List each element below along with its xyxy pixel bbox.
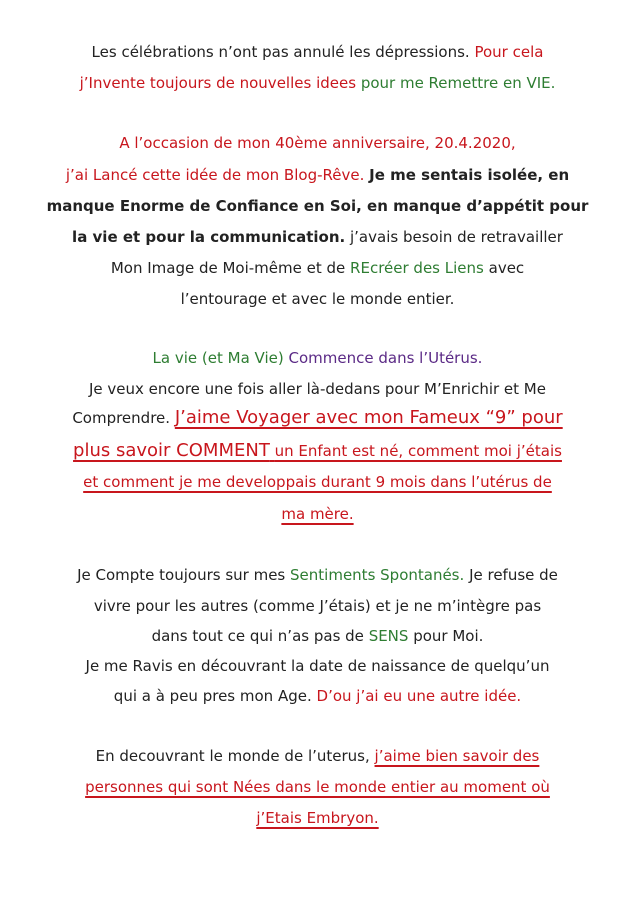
text-span: REcréer des Liens [350, 259, 484, 277]
text-span: pour me Remettre en VIE. [360, 74, 556, 92]
text-span: pour Moi. [413, 627, 484, 645]
text-line [0, 626, 635, 646]
text-span: En decouvrant le monde de l’uterus, [95, 747, 370, 765]
text-line: A l’occasion de mon 40ème anniversaire, 20.4.2020, [119, 134, 516, 152]
text-span: plus savoir COMMENT [73, 440, 270, 461]
text-span: la vie et pour la communication. [72, 228, 346, 246]
text-span: Commence dans l’Utérus. [288, 349, 483, 367]
text-line: l’entourage et avec le monde entier. [180, 290, 455, 308]
text-span: j’avais besoin de retravailler [350, 228, 563, 246]
text-line: personnes qui sont Nées dans le monde entier au moment où [85, 778, 550, 796]
text-span: D’ou j’ai eu une autre idée. [316, 687, 522, 705]
text-span: avec [488, 259, 525, 277]
text-span: J’aime Voyager avec mon Fameux “9” pour [174, 407, 563, 428]
text-line: j’Etais Embryon. [256, 809, 379, 827]
text-span: SENS [368, 627, 409, 645]
text-line [0, 227, 635, 247]
text-line [0, 686, 635, 706]
text-span: Mon Image de Moi-même et de [110, 259, 346, 277]
text-line [0, 258, 635, 278]
text-line: manque Enorme de Confiance en Soi, en manque d’appétit pour [46, 197, 589, 215]
text-line [0, 746, 635, 766]
text-span: j’ai Lancé cette idée de mon Blog-Rêve. [65, 166, 365, 184]
text-span: Je me sentais isolée, en [369, 166, 570, 184]
text-line: Je veux encore une fois aller là-dedans pour M’Enrichir et Me [89, 380, 546, 398]
text-span: Je refuse de [469, 566, 558, 584]
text-span: Sentiments Spontanés. [290, 566, 465, 584]
text-span: Pour cela [474, 43, 544, 61]
text-line [0, 565, 635, 585]
text-span: dans tout ce qui n’as pas de [151, 627, 364, 645]
text-line [0, 42, 635, 62]
text-line: et comment je me developpais durant 9 mois dans l’utérus de [83, 473, 552, 491]
text-line: Je me Ravis en découvrant la date de naissance de quelqu’un [85, 657, 550, 675]
text-line [0, 348, 635, 368]
text-span: Comprendre. [72, 409, 171, 427]
text-line [0, 73, 635, 93]
text-span: Je Compte toujours sur mes [77, 566, 286, 584]
text-line: vivre pour les autres (comme J’étais) et je ne m’intègre pas [93, 597, 542, 615]
text-span: qui a à peu pres mon Age. [113, 687, 312, 705]
text-line: ma mère. [281, 505, 354, 523]
text-line [0, 165, 635, 185]
text-span: La vie (et Ma Vie) [152, 349, 284, 367]
text-span: Les célébrations n’ont pas annulé les dépressions. [91, 43, 470, 61]
text-span: un Enfant est né, comment moi j’étais [274, 442, 562, 460]
text-span: j’Invente toujours de nouvelles idees [79, 74, 357, 92]
text-span: j’aime bien savoir des [374, 747, 540, 765]
text-line [0, 441, 635, 461]
text-line [0, 408, 635, 428]
